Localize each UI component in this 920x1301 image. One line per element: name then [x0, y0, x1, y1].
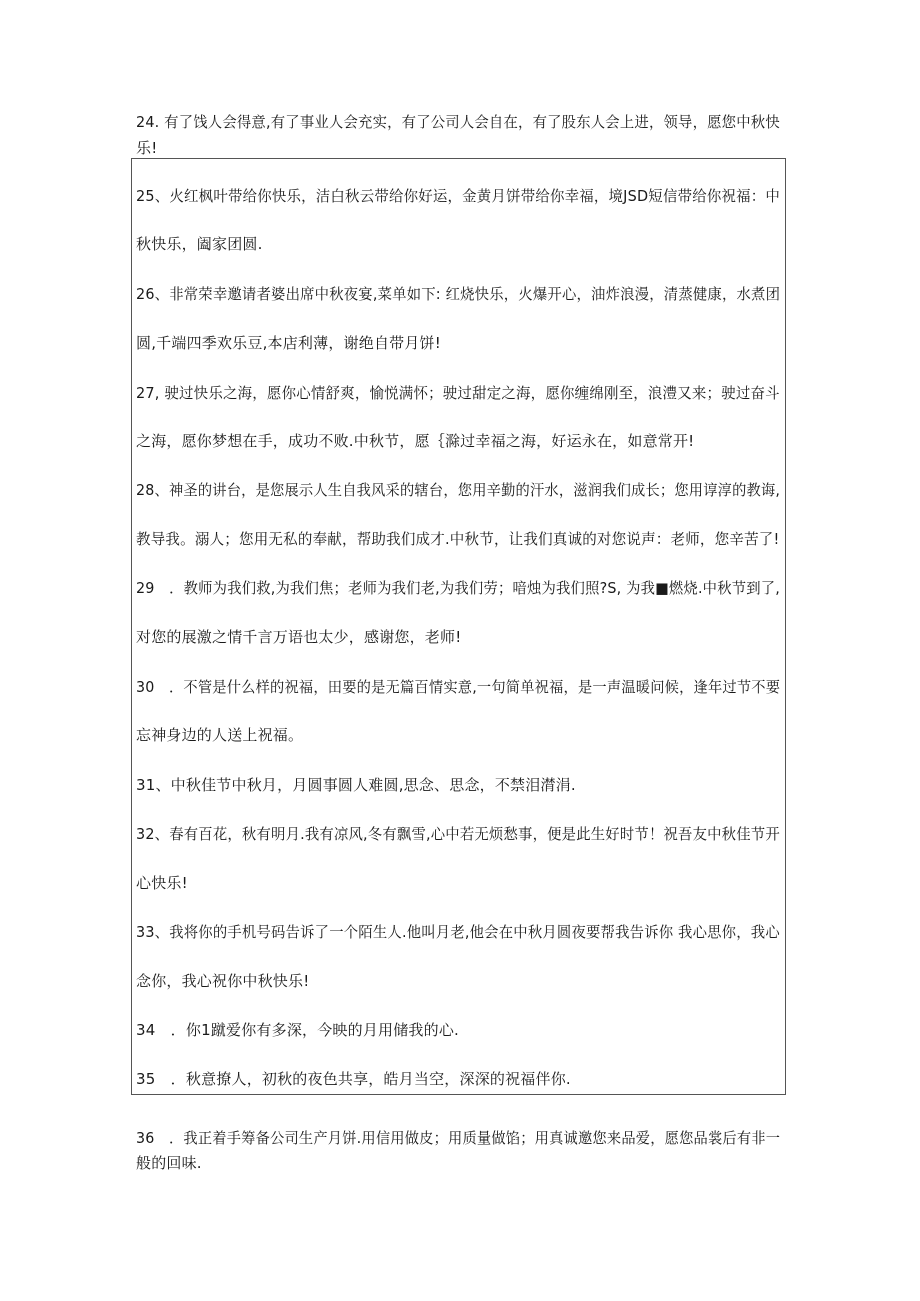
item-29-line-2: 对您的展激之情千言万语也太少，感谢您，老师! — [136, 628, 462, 646]
item-36-line-2: 般的回味. — [136, 1154, 202, 1172]
item-25-line-1: 25、火红枫叶带给你快乐，洁白秋云带给你好运，金黄月饼带给你幸福，境JSD短信带给你祝福：中 — [136, 187, 781, 205]
item-30-line-2: 忘神身边的人送上祝福。 — [136, 726, 304, 744]
item-29-line-1: 29 ．教师为我们救,为我们焦；老师为我们老,为我们劳；喑烛为我们照?S, 为我■燃烧.中秋节到了, — [136, 579, 781, 597]
item-33-line-1: 33、我将你的手机号码告诉了一个陌生人.他叫月老,他会在中秋月圆夜要帮我告诉你 我心思你，我心 — [136, 923, 780, 941]
item-24-line-2: 乐! — [136, 139, 158, 157]
item-30-line-1: 30 ．不管是什么样的祝福，田要的是无篇百情实意,一句简单祝福，是一声温暖问候，逢年过节不要 — [136, 678, 781, 696]
item-27-line-1: 27, 驶过快乐之海，愿你心情舒爽，愉悦满怀；驶过甜定之海，愿你缠绵刚至，浪澧又来；驶过奋斗 — [136, 384, 780, 402]
item-28-line-1: 28、神圣的讲台，是您展示人生自我风采的辖台，您用辛勤的汗水，滋润我们成长；您用谆淳的教诲, — [136, 481, 781, 499]
item-24-line-1: 24. 有了饯人会得意,有了事业人会充实，有了公司人会自在，有了股东人会上进，领导，愿您中秋快 — [136, 113, 780, 131]
item-35-line-1: 35 ．秋意撩人，初秋的夜色共享，皓月当空，深深的祝福伴你. — [136, 1070, 571, 1088]
item-31-line-1: 31、中秋佳节中秋月，月圆事圆人难圆,思念、思念，不禁泪潸涓. — [136, 776, 576, 794]
item-27-line-2: 之海，愿你梦想在手，成功不败.中秋节，愿｛滁过幸福之海，好运永在，如意常开! — [136, 432, 695, 450]
item-32-line-2: 心快乐! — [136, 874, 188, 892]
item-28-line-2: 教导我。溺人；您用无私的奉献，帮助我们成才.中秋节，让我们真诚的对您说声：老师，您辛苦了! — [136, 530, 780, 548]
item-33-line-2: 念你，我心祝你中秋快乐! — [136, 972, 310, 990]
item-26-line-2: 圆,千端四季欢乐豆,本店利薄，谢绝自带月饼! — [136, 334, 441, 352]
item-26-line-1: 26、非常荣幸邀请者婆出席中秋夜宴,菜单如下: 红烧快乐，火爆开心，油炸浪漫，清蒸健康，水煮团 — [136, 285, 781, 303]
item-25-line-2: 秋快乐，阖家团圆. — [136, 235, 263, 253]
item-32-line-1: 32、春有百花，秋有明月.我有凉风,冬有飘雪,心中若无烦愁事，便是此生好时节！祝吾友中秋佳节开 — [136, 825, 780, 843]
item-36-line-1: 36 ．我正着手筹备公司生产月饼.用信用做皮；用质量做馅；用真诚邀您来品爱，愿您品裳后有非一 — [136, 1129, 781, 1147]
item-34-line-1: 34 ．你1蹴爱你有多深，今映的月用储我的心. — [136, 1021, 460, 1039]
